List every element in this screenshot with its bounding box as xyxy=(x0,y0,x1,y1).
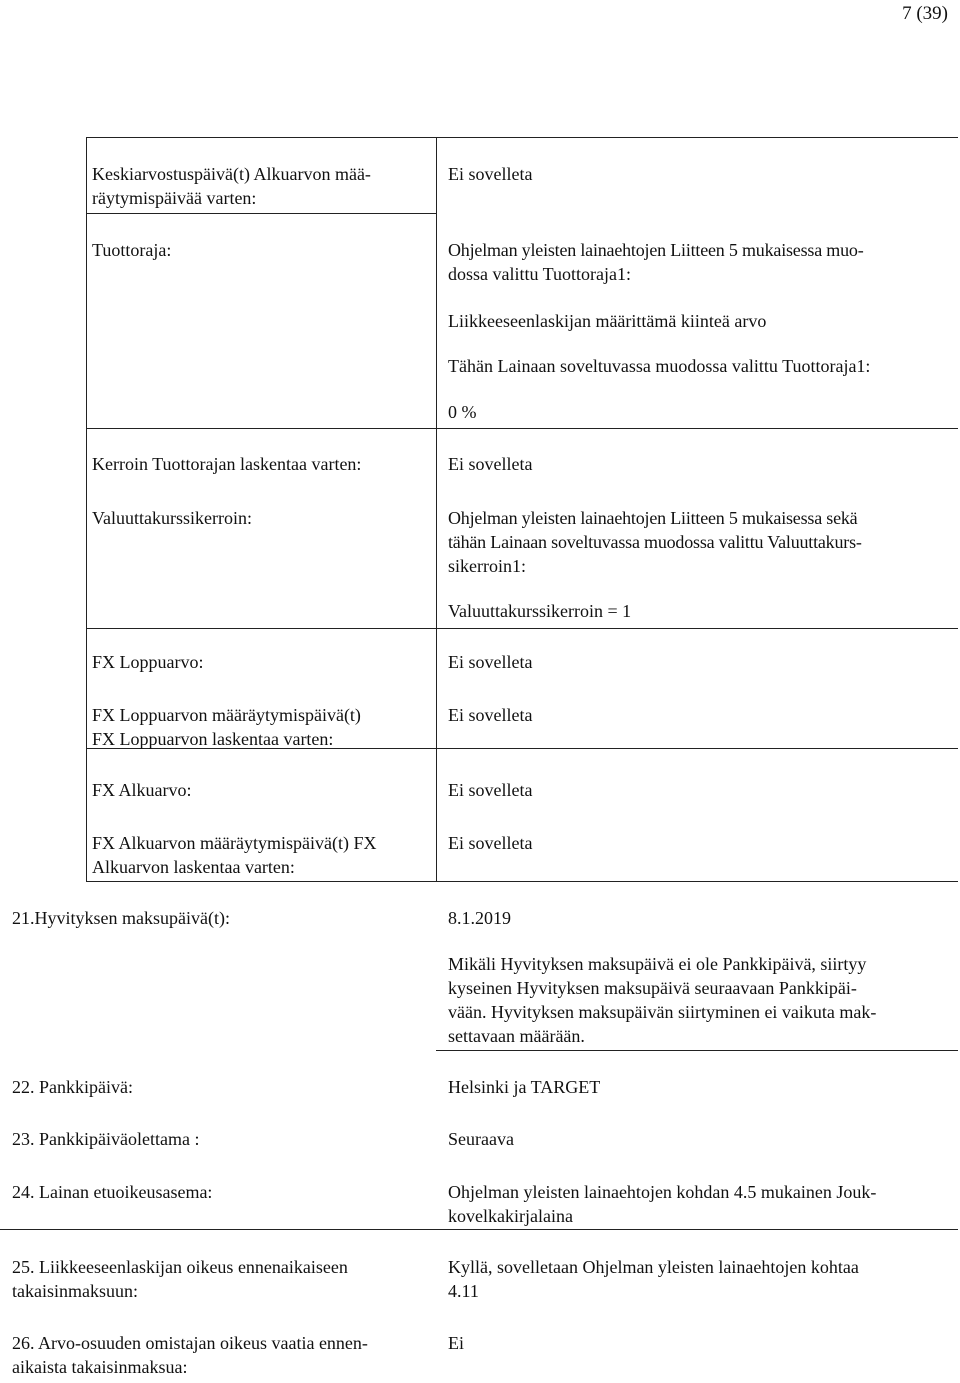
row-value: Seuraava xyxy=(448,1129,514,1149)
row-label: aikaista takaisinmaksua: xyxy=(12,1357,188,1377)
row-value: tähän Lainaan soveltuvassa muodossa valittu Valuuttakurs- xyxy=(448,532,862,552)
row-value: Ohjelman yleisten lainaehtojen kohdan 4.5 mukainen Jouk- xyxy=(448,1182,877,1202)
row-divider xyxy=(86,428,958,429)
row-label: räytymispäivää varten: xyxy=(92,188,257,208)
row-value: Ohjelman yleisten lainaehtojen Liitteen 5 mukaisessa muo- xyxy=(448,240,864,260)
row-divider xyxy=(86,881,958,882)
row-label: FX Alkuarvo: xyxy=(92,780,192,800)
row-label: Keskiarvostuspäivä(t) Alkuarvon mää- xyxy=(92,164,371,184)
row-value: Liikkeeseenlaskijan määrittämä kiinteä arvo xyxy=(448,311,767,331)
row-label: FX Loppuarvon määräytymispäivä(t) xyxy=(92,705,361,725)
row-label: FX Alkuarvon määräytymispäivä(t) FX xyxy=(92,833,377,853)
row-divider xyxy=(0,1229,958,1230)
row-value: Ei sovelleta xyxy=(448,652,533,672)
row-value: dossa valittu Tuottoraja1: xyxy=(448,264,632,284)
row-value: Ei sovelleta xyxy=(448,454,533,474)
row-value: Kyllä, sovelletaan Ohjelman yleisten lainaehtojen kohtaa xyxy=(448,1257,859,1277)
row-label: 21.Hyvityksen maksupäivä(t): xyxy=(12,908,230,928)
row-label: 26. Arvo-osuuden omistajan oikeus vaatia ennen- xyxy=(12,1333,368,1353)
row-label: 22. Pankkipäivä: xyxy=(12,1077,133,1097)
row-label: Tuottoraja: xyxy=(92,240,172,260)
row-value: Ohjelman yleisten lainaehtojen Liitteen 5 mukaisessa sekä xyxy=(448,508,858,528)
row-label: FX Loppuarvo: xyxy=(92,652,204,672)
row-value: 8.1.2019 xyxy=(448,908,511,928)
row-label: 25. Liikkeeseenlaskijan oikeus ennenaikaiseen xyxy=(12,1257,348,1277)
row-value: Ei sovelleta xyxy=(448,780,533,800)
row-value: Ei sovelleta xyxy=(448,164,533,184)
row-label: Valuuttakurssikerroin: xyxy=(92,508,252,528)
row-label: Alkuarvon laskentaa varten: xyxy=(92,857,295,877)
row-label: Kerroin Tuottorajan laskentaa varten: xyxy=(92,454,362,474)
row-label: takaisinmaksuun: xyxy=(12,1281,138,1301)
row-label: FX Loppuarvon laskentaa varten: xyxy=(92,729,334,749)
row-value: sikerroin1: xyxy=(448,556,526,576)
row-divider xyxy=(86,213,436,214)
row-value: Valuuttakurssikerroin = 1 xyxy=(448,601,632,621)
row-value: kovelkakirjalaina xyxy=(448,1206,573,1226)
row-label: 23. Pankkipäiväolettama : xyxy=(12,1129,200,1149)
page-number: 7 (39) xyxy=(902,3,948,24)
row-value: Ei sovelleta xyxy=(448,705,533,725)
row-value: Ei xyxy=(448,1333,464,1353)
row-divider xyxy=(436,1050,958,1051)
column-divider xyxy=(436,137,437,881)
row-label: 24. Lainan etuoikeusasema: xyxy=(12,1182,213,1202)
row-note: kyseinen Hyvityksen maksupäivä seuraavaan Pankkipäi- xyxy=(448,978,857,998)
row-value: Helsinki ja TARGET xyxy=(448,1077,601,1097)
row-note: settavaan määrään. xyxy=(448,1026,585,1046)
row-value: Tähän Lainaan soveltuvassa muodossa valittu Tuottoraja1: xyxy=(448,356,871,376)
row-note: Mikäli Hyvityksen maksupäivä ei ole Pankkipäivä, siirtyy xyxy=(448,954,867,974)
row-divider xyxy=(86,628,958,629)
row-value: 4.11 xyxy=(448,1281,479,1301)
row-value: Ei sovelleta xyxy=(448,833,533,853)
row-note: vään. Hyvityksen maksupäivän siirtyminen ei vaikuta mak- xyxy=(448,1002,877,1022)
row-value: 0 % xyxy=(448,402,477,422)
